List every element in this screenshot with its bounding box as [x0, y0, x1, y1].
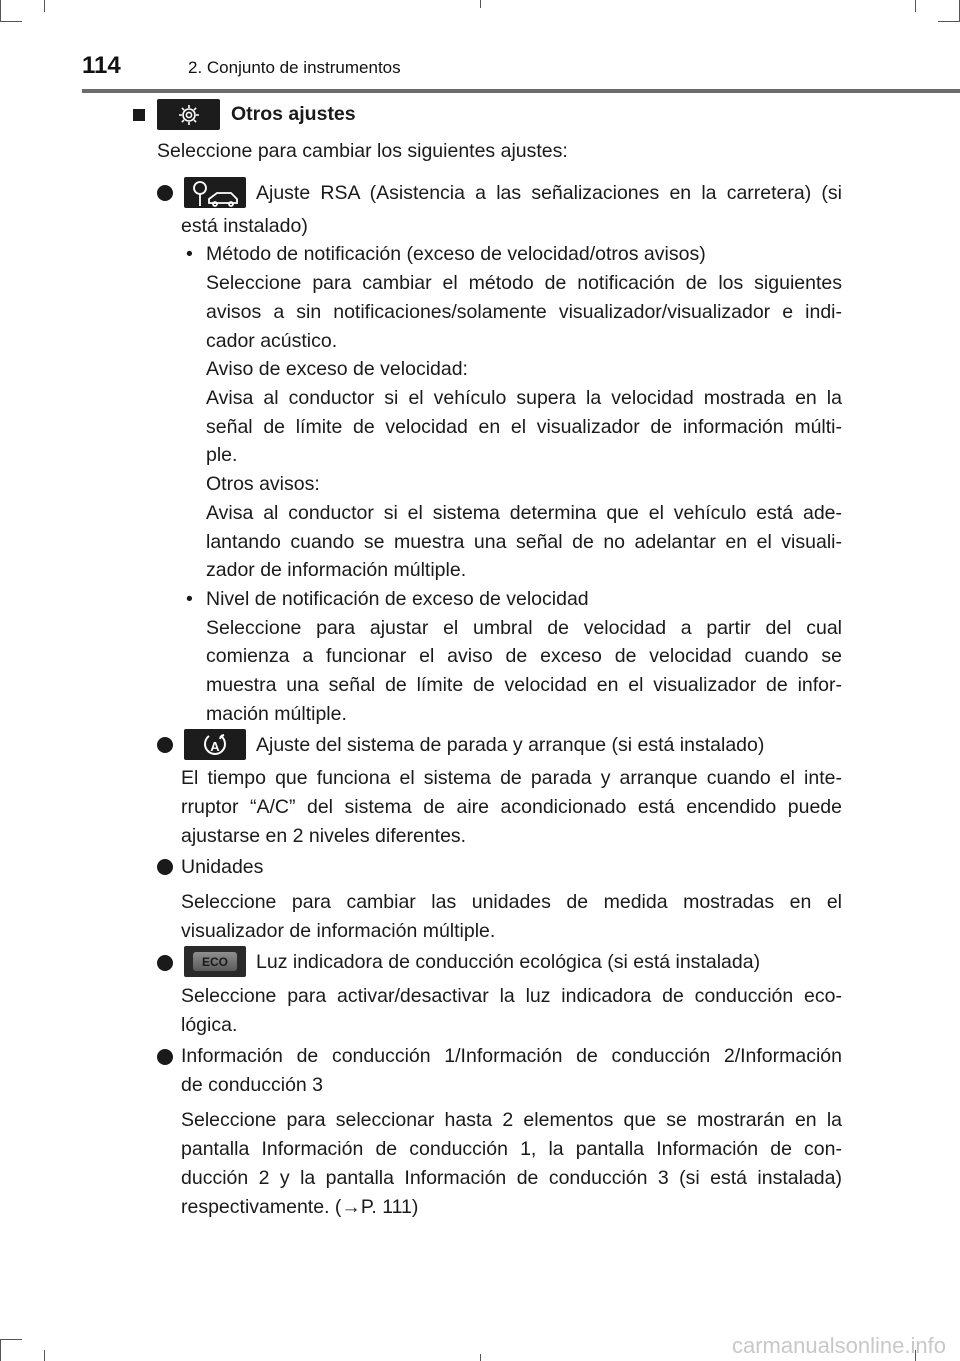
crop-mark — [0, 1339, 1, 1361]
crop-mark — [480, 1354, 481, 1361]
body-line: Avisa al conductor si el vehículo supera la velocidad mostrada en la — [206, 387, 842, 409]
body-line: avisos a sin notificaciones/solamente visualizador/visualizador e indi- — [206, 301, 842, 323]
round-bullet-icon — [157, 859, 173, 875]
body-line: Seleccione para activar/desactivar la luz indicadora de conducción eco- — [181, 985, 842, 1007]
watermark[interactable]: carmanualsonline.info — [731, 1333, 946, 1358]
body-line: comienza a funcionar el aviso de exceso de velocidad cuando se — [206, 645, 842, 667]
section-intro: Seleccione para cambiar los siguientes ajustes: — [157, 140, 568, 162]
body-line: ducción 2 y la pantalla Información de conducción 3 (si está instalada) — [181, 1167, 842, 1189]
page-header — [0, 0, 960, 96]
body-line: pantalla Información de conducción 1, la pantalla Información de con- — [181, 1138, 842, 1160]
body-line: mación múltiple. — [206, 703, 347, 725]
crop-mark — [44, 1350, 45, 1361]
round-bullet-icon — [157, 185, 173, 201]
sub-bullet: • — [186, 243, 193, 265]
sub-bullet: • — [186, 588, 193, 610]
rsa-sub2-heading: Nivel de notificación de exceso de velocidad — [206, 588, 589, 610]
body-line: Seleccione para cambiar las unidades de medida mostradas en el — [181, 891, 842, 913]
body-line: señal de límite de velocidad en el visualizador de información múlti- — [206, 416, 842, 438]
rsa-title-line: está instalado) — [181, 215, 308, 237]
round-bullet-icon — [157, 737, 173, 753]
stop-start-title: Ajuste del sistema de parada y arranque (si está instalado) — [256, 734, 765, 756]
section-title: Otros ajustes — [231, 103, 356, 125]
body-line: visualizador de información múltiple. — [181, 920, 496, 942]
body-line: Seleccione para cambiar el método de notificación de los siguientes — [206, 272, 842, 294]
body-line: Seleccione para seleccionar hasta 2 elementos que se mostrarán en la — [181, 1109, 842, 1131]
units-title: Unidades — [181, 856, 264, 878]
rsa-sub1-heading: Método de notificación (exceso de velocidad/otros avisos) — [206, 243, 706, 265]
body-line: Seleccione para ajustar el umbral de velocidad a partir del cual — [206, 617, 842, 639]
square-bullet-icon — [133, 109, 145, 121]
page-reference-link[interactable]: respectivamente. (→P. 111) — [181, 1196, 419, 1218]
round-bullet-icon — [157, 955, 173, 971]
chapter-title: 2. Conjunto de instrumentos — [188, 58, 401, 77]
crop-mark — [0, 1339, 22, 1340]
body-line: cador acústico. — [206, 330, 338, 352]
header-rule — [82, 89, 960, 93]
rsa-title-line: Ajuste RSA (Asistencia a las señalizaciones en la carretera) (si — [256, 182, 842, 204]
round-bullet-icon — [157, 1049, 173, 1065]
eco-indicator-label: ECO — [193, 952, 237, 971]
svg-text:A: A — [210, 738, 220, 754]
body-line: muestra una señal de límite de velocidad en el visualizador de infor- — [206, 674, 842, 696]
body-line: Otros avisos: — [206, 473, 320, 495]
body-line: Avisa al conductor si el sistema determina que el vehículo está ade- — [206, 502, 842, 524]
eco-indicator-icon — [184, 946, 246, 977]
page-number: 114 — [82, 52, 121, 79]
road-sign-car-icon — [184, 177, 246, 208]
body-line: ple. — [206, 444, 238, 466]
eco-title: Luz indicadora de conducción ecológica (si está instalada) — [256, 951, 761, 973]
body-line: zador de información múltiple. — [206, 559, 467, 581]
body-line: El tiempo que funciona el sistema de parada y arranque cuando el inte- — [181, 767, 842, 789]
drive-info-title: Información de conducción 1/Información de conducción 2/Información — [181, 1045, 842, 1067]
body-line: Aviso de exceso de velocidad: — [206, 358, 468, 380]
body-line: ajustarse en 2 niveles diferentes. — [181, 825, 467, 847]
body-line: lantando cuando se muestra una señal de no adelantar en el visuali- — [206, 531, 842, 553]
body-line: rruptor “A/C” del sistema de aire acondicionado está encendido puede — [181, 796, 842, 818]
auto-stop-start-icon — [184, 729, 246, 760]
drive-info-title: de conducción 3 — [181, 1074, 324, 1096]
gear-icon — [157, 99, 220, 130]
body-line: lógica. — [181, 1014, 238, 1036]
